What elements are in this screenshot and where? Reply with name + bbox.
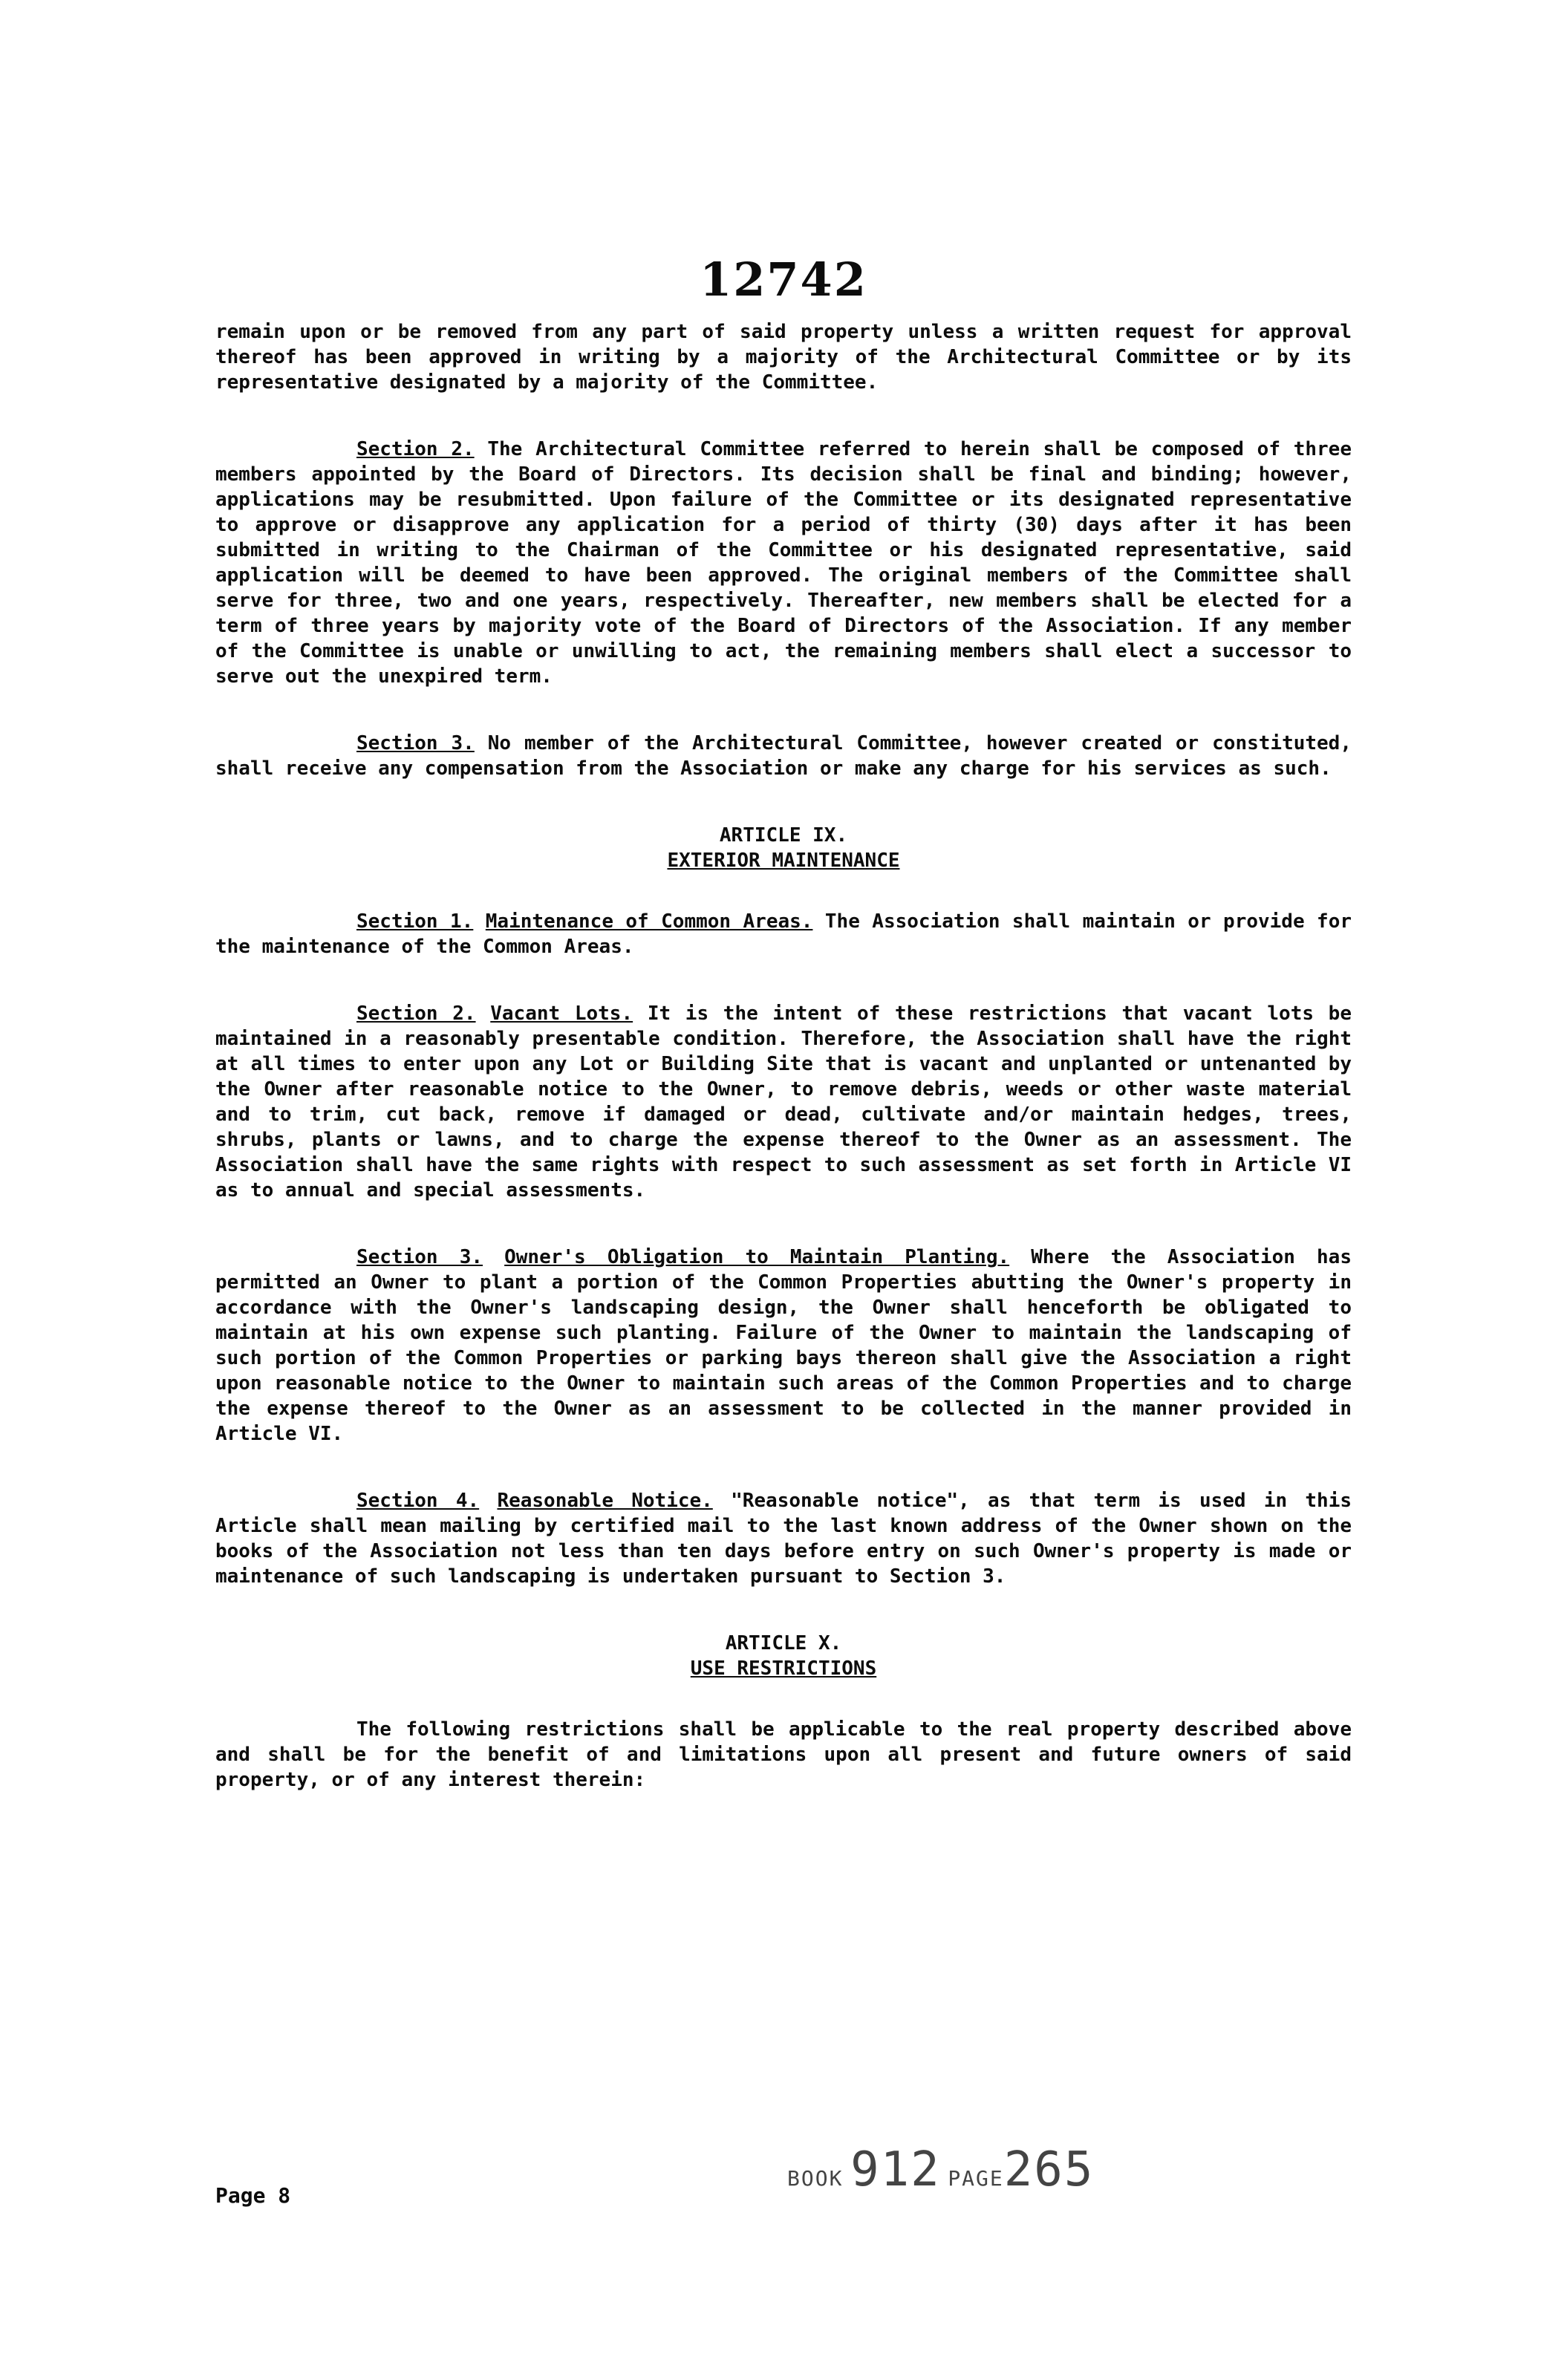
- section-text: Where the Association has permitted an Owner to plant a portion of the Common Properties abutting the Owner's property in accordance with the Owner's landscaping design, the Owner shall henceforth be obligated to maintain at his own expense such planting. Failure of the Owner to maintain the landscaping of such portion of the Common Properties or parking bays thereon shall give the Association a right upon reasonable notice to the Owner to maintain such areas of the Common Properties and to charge the expense thereof to the Owner as an assessment to be collected in the manner provided in Article VI.: [215, 1246, 1352, 1445]
- page-label: Page 8: [215, 2183, 291, 2208]
- section-title: Section 4.: [356, 1490, 480, 1512]
- page-number: 265: [1003, 2142, 1095, 2197]
- section-heading: Maintenance of Common Areas.: [485, 910, 813, 933]
- section-heading: Owner's Obligation to Maintain Planting.: [504, 1246, 1010, 1268]
- article9-section4: [215, 1488, 1352, 1589]
- article10-intro: [215, 1717, 1352, 1793]
- section-text: No member of the Architectural Committee, however created or constituted, shall receive any compensation from the Association or make any charge for his services as such.: [215, 732, 1352, 780]
- article9-section1: [215, 909, 1352, 959]
- intro-text: The following restrictions shall be applicable to the real property described above and shall be for the benefit of and limitations upon all present and future owners of said property, or of any interest therein:: [215, 1718, 1352, 1791]
- book-label: BOOK: [787, 2166, 844, 2191]
- article-title: USE RESTRICTIONS: [690, 1657, 877, 1680]
- paragraph-continuation: remain upon or be removed from any part of said property unless a written request for approval thereof has been approved in writing by a majority of the Architectural Committee or by its representative designated by a majority of the Committee.: [215, 321, 1352, 394]
- article9-section3: [215, 1245, 1352, 1447]
- article10-heading: [215, 1631, 1352, 1681]
- article-number: ARTICLE IX.: [719, 824, 848, 847]
- section-text: The Architectural Committee referred to herein shall be composed of three members appointed by the Board of Directors. Its decision shall be final and binding; however, applications may be resubmitted. Upon failure of the Committee or its designated representative to approve or disapprove any application for a period of thirty (30) days after it has been submitted in writing to the Chairman of the Committee or his designated representative, said application will be deemed to have been approved. The original members of the Committee shall serve for three, two and one years, respectively. Thereafter, new members shall be elected for a term of three years by majority vote of the Board of Directors of the Association. If any member of the Committee is unable or unwilling to act, the remaining members shall elect a successor to serve out the unexpired term.: [215, 438, 1352, 688]
- section-title: Section 3.: [356, 1246, 483, 1268]
- section-heading: Reasonable Notice.: [497, 1490, 713, 1512]
- book-number: 912: [850, 2142, 941, 2197]
- section-title: Section 3.: [356, 732, 475, 754]
- article-number: ARTICLE X.: [725, 1632, 842, 1654]
- section-text: The Association shall maintain or provide for the maintenance of the Common Areas.: [215, 910, 1352, 958]
- document-number: 12742: [700, 252, 867, 307]
- article9-heading: [215, 823, 1352, 873]
- article8-section3: [215, 731, 1352, 781]
- section-title: Section 1.: [356, 910, 474, 933]
- document-body: [215, 319, 1352, 1834]
- section-heading: Vacant Lots.: [490, 1002, 633, 1025]
- book-page-stamp: [787, 2142, 1094, 2197]
- article9-section2: [215, 1001, 1352, 1203]
- section-title: Section 2.: [356, 438, 475, 460]
- page-word: PAGE: [948, 2166, 1004, 2191]
- section-title: Section 2.: [356, 1002, 476, 1025]
- section-text: It is the intent of these restrictions that vacant lots be maintained in a reasonably presentable condition. Therefore, the Association shall have the right at all times to enter upon any Lot or Building Site that is vacant and unplanted or untenanted by the Owner after reasonable notice to the Owner, to remove debris, weeds or other waste material and to trim, cut back, remove if damaged or dead, cultivate and/or maintain hedges, trees, shrubs, plants or lawns, and to charge the expense thereof to the Owner as an assessment. The Association shall have the same rights with respect to such assessment as set forth in Article VI as to annual and special assessments.: [215, 1002, 1352, 1202]
- article-title: EXTERIOR MAINTENANCE: [667, 850, 900, 872]
- section-text: "Reasonable notice", as that term is used in this Article shall mean mailing by certified mail to the last known address of the Owner shown on the books of the Association not less than ten days before entry on such Owner's property is made or maintenance of such landscaping is undertaken pursuant to Section 3.: [215, 1490, 1352, 1588]
- article8-section2: [215, 437, 1352, 689]
